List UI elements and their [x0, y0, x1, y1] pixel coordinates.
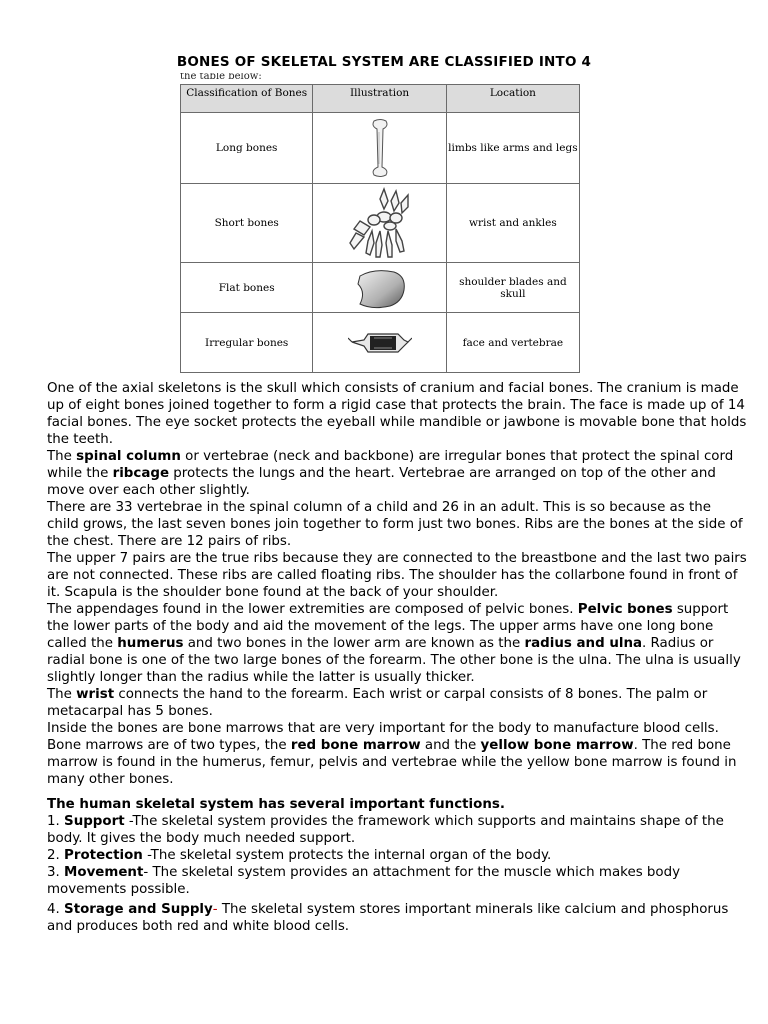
location-cell: shoulder blades and skull	[446, 263, 579, 313]
paragraph: The upper 7 pairs are the true ribs because they are connected to the breastbone and the last two pairs are not connected. These ribs are called floating ribs. The shoulder has the collarbone found in front of it. Scapula is the shoulder bone found at the back of your shoulder.	[47, 551, 747, 600]
classification-cell: Long bones	[181, 113, 313, 184]
illustration-cell	[313, 113, 446, 184]
bone-classification-table	[180, 84, 580, 373]
classification-cell: Irregular bones	[181, 313, 313, 373]
table-caption: the table below:	[180, 73, 262, 82]
illustration-cell	[313, 313, 446, 373]
paragraph: Inside the bones are bone marrows that are very important for the body to manufacture blood cells. Bone marrows are of two types, the red bone marrow and the yellow bone marrow. The red bone marrow is found in the humerus, femur, pelvis and vertebrae while the yellow bone marrow is found in many other bones.	[47, 721, 737, 787]
location-cell: wrist and ankles	[446, 184, 579, 263]
flat-bone-icon	[350, 266, 410, 310]
table-header-row	[181, 85, 580, 113]
paragraph: The wrist connects the hand to the forearm. Each wrist or carpal consists of 8 bones. The palm or metacarpal has 5 bones.	[47, 687, 708, 719]
paragraph: The spinal column or vertebrae (neck and backbone) are irregular bones that protect the spinal cord while the ribcage protects the lungs and the heart. Vertebrae are arranged on top of the other and move over each other slightly.	[47, 449, 734, 498]
table-row	[181, 184, 580, 263]
function-item: 3. Movement- The skeletal system provides an attachment for the muscle which makes body movements possible.	[47, 865, 681, 897]
table-row	[181, 313, 580, 373]
function-item: 2. Protection -The skeletal system protects the internal organ of the body.	[47, 848, 552, 863]
header-classification: Classification of Bones	[181, 85, 313, 113]
long-bone-icon	[368, 118, 392, 178]
table-row	[181, 263, 580, 313]
function-item: 4. Storage and Supply- The skeletal system stores important minerals like calcium and phosphorus and produces both red and white blood cells.	[47, 902, 729, 934]
classification-cell: Short bones	[181, 184, 313, 263]
paragraph: One of the axial skeletons is the skull which consists of cranium and facial bones. The cranium is made up of eight bones joined together to form a rigid case that protects the brain. The face is made up of 14 facial bones. The eye socket protects the eyeball while mandible or jawbone is movable bone that holds the teeth.	[47, 381, 747, 447]
paragraph: The appendages found in the lower extremities are composed of pelvic bones. Pelvic bones support the lower parts of the body and aid the movement of the legs. The upper arms have one long bone called the humerus and two bones in the lower arm are known as the radius and ulna. Radius or radial bone is one of the two large bones of the forearm. The other bone is the ulna. The ulna is usually slightly longer than the radius while the latter is usually thicker.	[47, 602, 741, 685]
illustration-cell	[313, 263, 446, 313]
table-row	[181, 113, 580, 184]
location-cell: face and vertebrae	[446, 313, 579, 373]
hand-bones-icon	[344, 187, 416, 259]
vertebra-icon	[348, 328, 412, 358]
function-item: 1. Support -The skeletal system provides the framework which supports and maintains shape of the body. It gives the body much needed support.	[47, 814, 724, 846]
page-title: BONES OF SKELETAL SYSTEM ARE CLASSIFIED INTO 4	[176, 54, 592, 70]
header-illustration: Illustration	[313, 85, 446, 113]
header-location: Location	[446, 85, 579, 113]
body-text	[47, 380, 747, 935]
location-cell: limbs like arms and legs	[446, 113, 579, 184]
paragraph: There are 33 vertebrae in the spinal column of a child and 26 in an adult. This is so because as the child grows, the last seven bones join together to form just two bones. Ribs are the bones at the side of the chest. There are 12 pairs of ribs.	[47, 500, 743, 549]
classification-cell: Flat bones	[181, 263, 313, 313]
illustration-cell	[313, 184, 446, 263]
functions-heading: The human skeletal system has several important functions.	[47, 797, 505, 812]
